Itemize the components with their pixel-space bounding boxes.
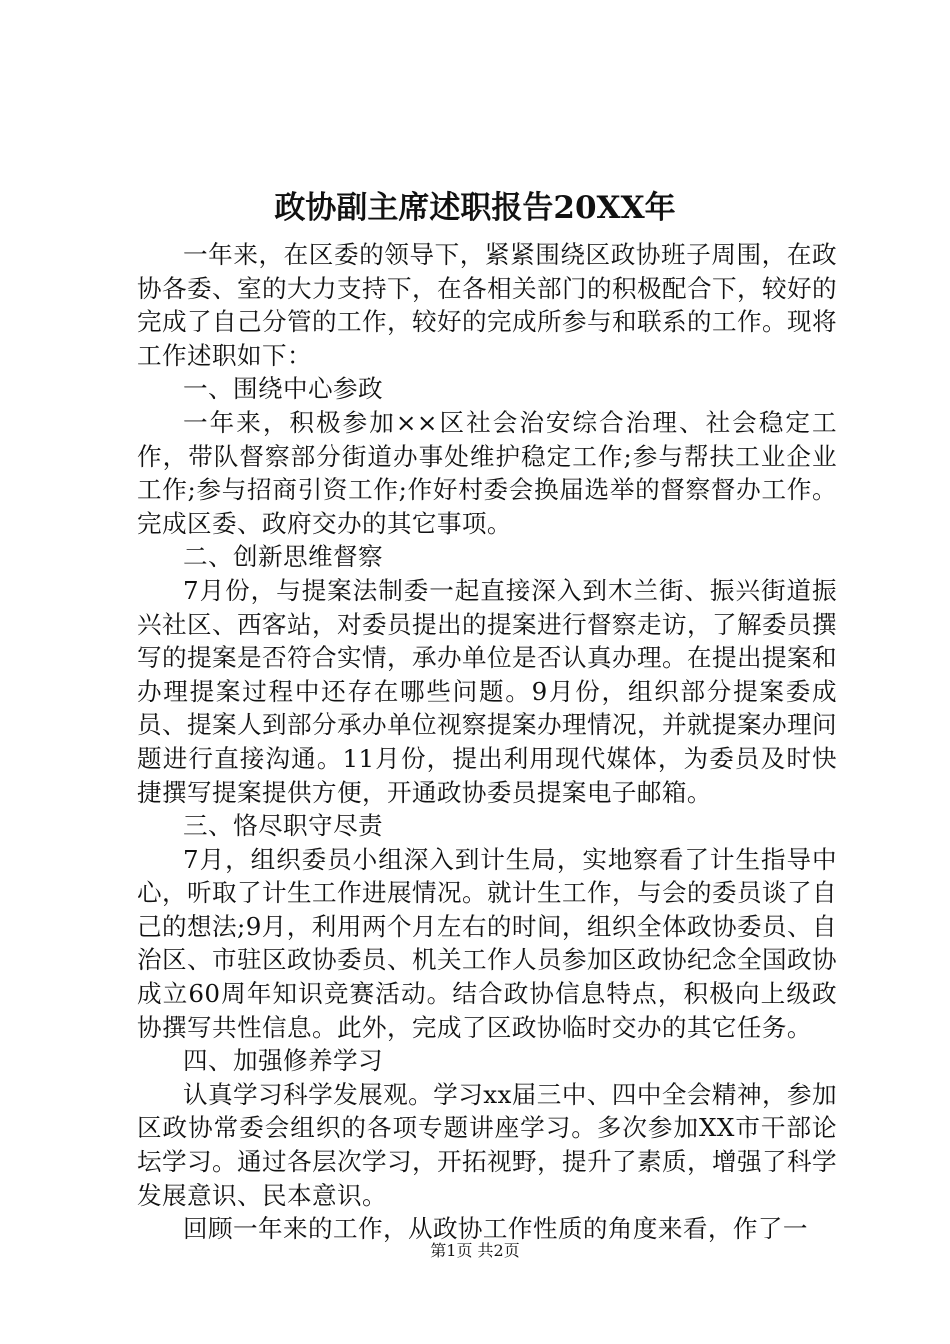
page-number-footer: 第1页 共2页 xyxy=(430,1241,520,1260)
paragraph-intro: 一年来，在区委的领导下，紧紧围绕区政协班子周围，在政协各委、室的大力支持下，在各相关部门的积极配合下，较好的完成了自己分管的工作，较好的完成所参与和联系的工作。现将工作述职如下： xyxy=(137,240,837,370)
paragraph-section-2: 7月份，与提案法制委一起直接深入到木兰街、振兴街道振兴社区、西客站，对委员提出的提案进行督察走访，了解委员撰写的提案是否符合实情，承办单位是否认真办理。在提出提案和办理提案过程中还存在哪些问题。9月份，组织部分提案委成员、提案人到部分承办单位视察提案办理情况，并就提案办理问题进行直接沟通。11月份，提出利用现代媒体，为委员及时快捷撰写提案提供方便，开通政协委员提案电子邮箱。 xyxy=(137,575,837,807)
paragraph-section-4: 认真学习科学发展观。学习xx届三中、四中全会精神，参加区政协常委会组织的各项专题讲座学习。多次参加XX市干部论坛学习。通过各层次学习，开拓视野，提升了素质，增强了科学发展意识、民本意识。 xyxy=(137,1079,837,1210)
section-heading-4: 四、加强修养学习 xyxy=(183,1046,383,1076)
document-title: 政协副主席述职报告20XX年 xyxy=(274,190,676,226)
section-heading-3: 三、恪尽职守尽责 xyxy=(183,811,383,841)
paragraph-review: 回顾一年来的工作，从政协工作性质的角度来看，作了一 xyxy=(183,1214,808,1244)
section-heading-1: 一、围绕中心参政 xyxy=(183,374,383,404)
section-heading-2: 二、创新思维督察 xyxy=(183,542,383,572)
document-body xyxy=(137,238,837,1246)
paragraph-section-3: 7月，组织委员小组深入到计生局，实地察看了计生指导中心，听取了计生工作进展情况。就计生工作，与会的委员谈了自己的想法;9月，利用两个月左右的时间，组织全体政协委员、自治区、市驻区政协委员、机关工作人员参加区政协纪念全国政协成立60周年知识竞赛活动。结合政协信息特点，积极向上级政协撰写共性信息。此外，完成了区政协临时交办的其它任务。 xyxy=(137,844,837,1042)
paragraph-section-1: 一年来，积极参加××区社会治安综合治理、社会稳定工作，带队督察部分街道办事处维护稳定工作;参与帮扶工业企业工作;参与招商引资工作;作好村委会换届选举的督察督办工作。完成区委、政府交办的其它事项。 xyxy=(137,407,837,538)
